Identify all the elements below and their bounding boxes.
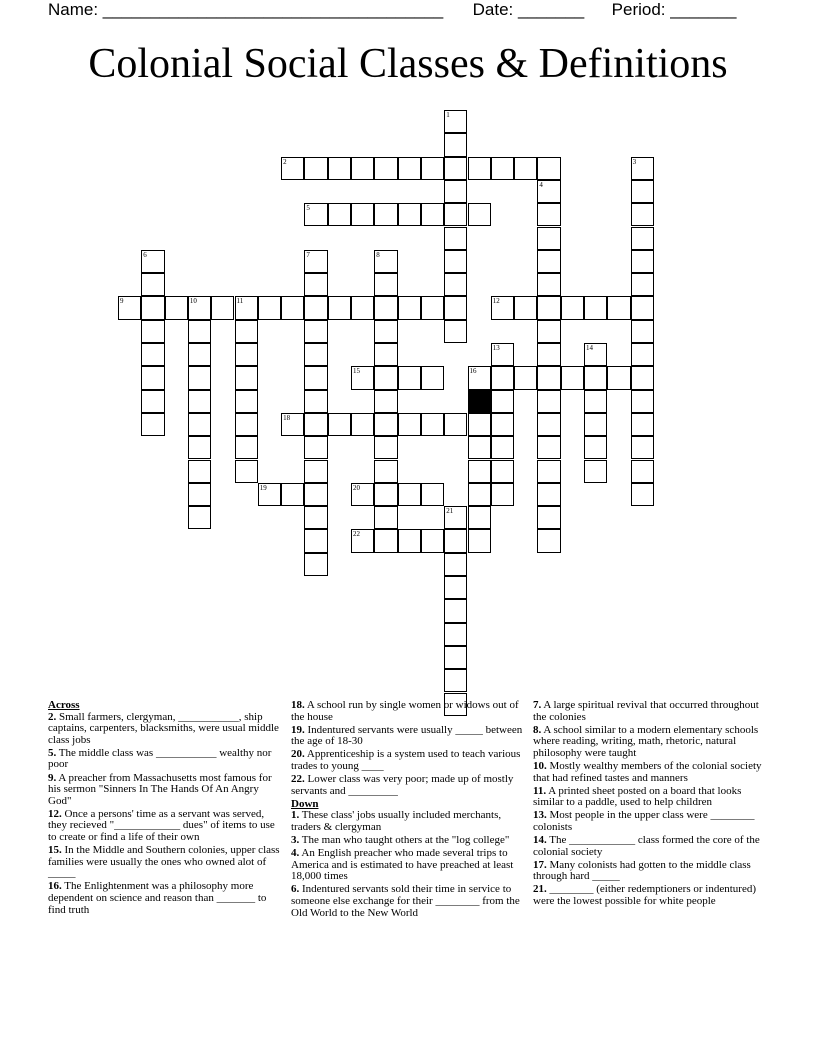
crossword-cell[interactable] bbox=[421, 296, 444, 319]
crossword-cell[interactable] bbox=[235, 413, 258, 436]
clue-text: Once a persons' time as a servant was served, they recieved "____________ dues" of items to use to create or find a life of their own bbox=[48, 807, 275, 844]
clue-text: These class' jobs usually included merchants, traders & clergyman bbox=[291, 809, 502, 833]
crossword-cell[interactable] bbox=[235, 436, 258, 459]
clue-number-label: 7. bbox=[533, 699, 542, 711]
clue-number-label: 16. bbox=[48, 880, 62, 893]
crossword-cell[interactable] bbox=[584, 366, 607, 389]
clue-number-label: 13. bbox=[533, 809, 547, 822]
clue-number-label: 20. bbox=[291, 748, 305, 761]
crossword-cell[interactable] bbox=[398, 203, 421, 226]
crossword-cell[interactable] bbox=[328, 296, 351, 319]
clue-text: Most people in the upper class were ________ colonists bbox=[533, 809, 755, 833]
date-field[interactable]: Date: _______ bbox=[472, 0, 585, 19]
crossword-cell[interactable] bbox=[188, 506, 211, 529]
crossword-cell[interactable] bbox=[374, 506, 397, 529]
crossword-cell[interactable] bbox=[491, 436, 514, 459]
crossword-cell[interactable] bbox=[491, 460, 514, 483]
crossword-cell[interactable] bbox=[188, 343, 211, 366]
crossword-cell[interactable] bbox=[235, 343, 258, 366]
crossword-cell[interactable] bbox=[188, 483, 211, 506]
crossword-cell[interactable] bbox=[328, 157, 351, 180]
crossword-cell[interactable] bbox=[351, 296, 374, 319]
clue-text: A large spiritual revival that occurred throughout the colonies bbox=[533, 699, 759, 723]
crossword-cell[interactable] bbox=[491, 157, 514, 180]
crossword-cell[interactable] bbox=[188, 460, 211, 483]
clue-number: 7 bbox=[306, 250, 310, 259]
crossword-cell[interactable] bbox=[444, 413, 467, 436]
clue-number-label: 3. bbox=[291, 834, 300, 847]
clue-number: 20 bbox=[353, 483, 360, 492]
crossword-cell[interactable] bbox=[537, 180, 560, 203]
crossword-cell[interactable] bbox=[537, 157, 560, 180]
down-clue bbox=[533, 786, 768, 809]
crossword-cell[interactable] bbox=[584, 390, 607, 413]
crossword-cell[interactable] bbox=[537, 227, 560, 250]
crossword-cell[interactable] bbox=[468, 483, 491, 506]
crossword-cell[interactable] bbox=[351, 413, 374, 436]
crossword-cell[interactable] bbox=[235, 460, 258, 483]
clue-number-label: 22. bbox=[291, 773, 305, 786]
blocked-cell bbox=[468, 390, 491, 413]
across-clue bbox=[48, 809, 283, 844]
page-title: Colonial Social Classes & Definitions bbox=[88, 41, 728, 87]
crossword-cell[interactable] bbox=[141, 366, 164, 389]
crossword-cell[interactable] bbox=[491, 296, 514, 319]
crossword-cell[interactable] bbox=[444, 529, 467, 552]
crossword-cell[interactable] bbox=[468, 436, 491, 459]
crossword-cell[interactable] bbox=[468, 366, 491, 389]
across-clue bbox=[48, 712, 283, 747]
crossword-cell[interactable] bbox=[398, 157, 421, 180]
down-clue bbox=[533, 700, 768, 723]
crossword-cell[interactable] bbox=[444, 250, 467, 273]
clue-number-label: 21. bbox=[533, 883, 547, 896]
crossword-cell[interactable] bbox=[374, 436, 397, 459]
crossword-cell[interactable] bbox=[444, 320, 467, 343]
crossword-cell[interactable] bbox=[491, 390, 514, 413]
crossword-cell[interactable] bbox=[374, 157, 397, 180]
clue-number-label: 8. bbox=[533, 723, 542, 736]
crossword-cell[interactable] bbox=[444, 576, 467, 599]
across-clue bbox=[48, 748, 283, 771]
crossword-cell[interactable] bbox=[141, 296, 164, 319]
crossword-cell[interactable] bbox=[304, 203, 327, 226]
crossword-cell[interactable] bbox=[444, 110, 467, 133]
crossword-cell[interactable] bbox=[444, 669, 467, 692]
down-clue bbox=[533, 860, 768, 883]
crossword-cell[interactable] bbox=[537, 203, 560, 226]
crossword-cell[interactable] bbox=[444, 273, 467, 296]
crossword-cell[interactable] bbox=[514, 296, 537, 319]
clues-column-3 bbox=[533, 700, 768, 909]
crossword-cell[interactable] bbox=[188, 413, 211, 436]
crossword-cell[interactable] bbox=[374, 343, 397, 366]
crossword-cell[interactable] bbox=[537, 390, 560, 413]
clue-text: The middle class was ___________ wealthy nor poor bbox=[48, 746, 272, 771]
crossword-cell[interactable] bbox=[468, 157, 491, 180]
clue-text: ________ (either redemptioners or indentured) were the lowest possible for white people bbox=[533, 883, 756, 907]
crossword-cell[interactable] bbox=[444, 623, 467, 646]
crossword-cell[interactable] bbox=[584, 436, 607, 459]
clue-text: The Enlightenment was a philosophy more dependent on science and reason than _______ to find truth bbox=[48, 880, 267, 916]
crossword-cell[interactable] bbox=[304, 320, 327, 343]
crossword-cell[interactable] bbox=[468, 460, 491, 483]
crossword-cell[interactable] bbox=[444, 133, 467, 156]
crossword-cell[interactable] bbox=[304, 366, 327, 389]
crossword-cell[interactable] bbox=[631, 227, 654, 250]
crossword-cell[interactable] bbox=[374, 413, 397, 436]
crossword-cell[interactable] bbox=[537, 296, 560, 319]
clue-number: 8 bbox=[376, 250, 380, 259]
crossword-cell[interactable] bbox=[304, 296, 327, 319]
crossword-cell[interactable] bbox=[188, 436, 211, 459]
clue-number-label: 19. bbox=[291, 723, 305, 736]
crossword-cell[interactable] bbox=[491, 343, 514, 366]
crossword-cell[interactable] bbox=[141, 320, 164, 343]
crossword-cell[interactable] bbox=[631, 320, 654, 343]
crossword-cell[interactable] bbox=[537, 529, 560, 552]
crossword-cell[interactable] bbox=[491, 366, 514, 389]
across-heading: Across bbox=[48, 699, 80, 711]
crossword-cell[interactable] bbox=[351, 366, 374, 389]
crossword-cell[interactable] bbox=[351, 157, 374, 180]
crossword-cell[interactable] bbox=[444, 553, 467, 576]
clue-text: A school run by single women or widows out of the house bbox=[291, 699, 519, 723]
crossword-cell[interactable] bbox=[235, 320, 258, 343]
down-clue bbox=[291, 884, 526, 919]
clue-number-label: 12. bbox=[48, 807, 62, 820]
across-clue bbox=[291, 725, 526, 748]
crossword-cell[interactable] bbox=[584, 343, 607, 366]
crossword-cell[interactable] bbox=[304, 506, 327, 529]
crossword-cell[interactable] bbox=[421, 203, 444, 226]
clue-number: 2 bbox=[283, 157, 287, 166]
crossword-cell[interactable] bbox=[141, 273, 164, 296]
crossword-cell[interactable] bbox=[468, 529, 491, 552]
crossword-cell[interactable] bbox=[304, 483, 327, 506]
clue-text: Indentured servants were usually _____ between the age of 18-30 bbox=[291, 723, 523, 748]
crossword-cell[interactable] bbox=[444, 203, 467, 226]
down-clue bbox=[291, 810, 526, 833]
crossword-cell[interactable] bbox=[631, 343, 654, 366]
crossword-cell[interactable] bbox=[235, 366, 258, 389]
crossword-cell[interactable] bbox=[374, 203, 397, 226]
clue-number: 21 bbox=[446, 507, 454, 516]
clue-number-label: 14. bbox=[533, 834, 547, 847]
clue-number-label: 2. bbox=[48, 710, 57, 723]
crossword-cell[interactable] bbox=[491, 413, 514, 436]
crossword-cell[interactable] bbox=[304, 343, 327, 366]
crossword-cell[interactable] bbox=[304, 460, 327, 483]
crossword-cell[interactable] bbox=[607, 296, 630, 319]
clue-text: Mostly wealthy members of the colonial society that had refined tastes and manners bbox=[533, 759, 762, 784]
crossword-cell[interactable] bbox=[281, 483, 304, 506]
crossword-cell[interactable] bbox=[537, 436, 560, 459]
crossword-cell[interactable] bbox=[584, 413, 607, 436]
crossword-cell[interactable] bbox=[304, 413, 327, 436]
clue-number: 13 bbox=[492, 344, 500, 352]
crossword-cell[interactable] bbox=[444, 227, 467, 250]
crossword-cell[interactable] bbox=[631, 390, 654, 413]
clue-number-label: 17. bbox=[533, 858, 547, 871]
clue-text: An English preacher who made several trips to America and is estimated to have preached at least 18,000 times bbox=[291, 847, 514, 883]
clue-text: Small farmers, clergyman, ___________, ship captains, carpenters, blacksmiths, were usual middle class jobs bbox=[48, 710, 279, 746]
crossword-cell[interactable] bbox=[631, 413, 654, 436]
crossword-cell[interactable] bbox=[118, 296, 141, 319]
crossword-cell[interactable] bbox=[398, 483, 421, 506]
across-clue bbox=[291, 774, 526, 797]
clue-number: 22 bbox=[353, 530, 360, 539]
crossword-cell[interactable] bbox=[631, 436, 654, 459]
crossword-cell[interactable] bbox=[421, 366, 444, 389]
crossword-cell[interactable] bbox=[374, 460, 397, 483]
crossword-cell[interactable] bbox=[374, 529, 397, 552]
clue-number: 14 bbox=[586, 344, 593, 352]
crossword-cell[interactable] bbox=[631, 296, 654, 319]
crossword-cell[interactable] bbox=[374, 366, 397, 389]
crossword-cell[interactable] bbox=[444, 296, 467, 319]
crossword-cell[interactable] bbox=[281, 296, 304, 319]
crossword-cell[interactable] bbox=[374, 390, 397, 413]
crossword-cell[interactable] bbox=[584, 296, 607, 319]
crossword-cell[interactable] bbox=[281, 413, 304, 436]
crossword-cell[interactable] bbox=[304, 273, 327, 296]
clue-text: The man who taught others at the "log college" bbox=[299, 834, 510, 847]
clue-number: 15 bbox=[353, 367, 360, 376]
crossword-cell[interactable] bbox=[491, 483, 514, 506]
across-clue bbox=[48, 845, 283, 880]
crossword-cell[interactable] bbox=[444, 180, 467, 203]
clue-number-label: 4. bbox=[291, 847, 300, 860]
clue-number: 10 bbox=[189, 297, 197, 306]
clue-text: Many colonists had gotten to the middle class through hard _____ bbox=[533, 858, 751, 883]
crossword-cell[interactable] bbox=[235, 390, 258, 413]
crossword-cell[interactable] bbox=[188, 390, 211, 413]
crossword-cell[interactable] bbox=[398, 366, 421, 389]
across-clue bbox=[291, 700, 526, 723]
crossword-cell[interactable] bbox=[374, 296, 397, 319]
clue-text: A school similar to a modern elementary schools where reading, writing, math, rhetoric, natural philosophy were taught bbox=[533, 723, 759, 759]
crossword-cell[interactable] bbox=[304, 553, 327, 576]
crossword-cell[interactable] bbox=[631, 460, 654, 483]
clue-number: 16 bbox=[469, 367, 477, 376]
crossword-cell[interactable] bbox=[235, 296, 258, 319]
clue-text: Indentured servants sold their time in service to someone else exchange for their ________ from the Old World to the New World bbox=[291, 883, 520, 919]
clue-text: A printed sheet posted on a board that looks similar to a paddle, used to help children bbox=[533, 784, 742, 809]
clue-number: 12 bbox=[492, 297, 500, 306]
crossword-cell[interactable] bbox=[444, 646, 467, 669]
crossword-cell[interactable] bbox=[398, 529, 421, 552]
down-clue bbox=[533, 810, 768, 833]
crossword-cell[interactable] bbox=[304, 390, 327, 413]
down-clue bbox=[291, 835, 526, 847]
crossword-cell[interactable] bbox=[561, 296, 584, 319]
crossword-cell[interactable] bbox=[631, 483, 654, 506]
crossword-cell[interactable] bbox=[351, 483, 374, 506]
crossword-cell[interactable] bbox=[444, 599, 467, 622]
crossword-cell[interactable] bbox=[537, 506, 560, 529]
crossword-cell[interactable] bbox=[421, 529, 444, 552]
crossword-cell[interactable] bbox=[328, 413, 351, 436]
clue-text: Lower class was very poor; made up of mostly servants and _________ bbox=[291, 773, 514, 797]
down-clue bbox=[533, 835, 768, 858]
crossword-cell[interactable] bbox=[514, 157, 537, 180]
clue-number-label: 11. bbox=[533, 784, 547, 797]
clue-text: A preacher from Massachusetts most famous for his sermon "Sinners In The Hands Of An Angry God" bbox=[48, 771, 272, 807]
crossword-cell[interactable] bbox=[141, 250, 164, 273]
name-field[interactable]: Name: ____________________________________ bbox=[48, 0, 444, 19]
crossword-cell[interactable] bbox=[188, 366, 211, 389]
crossword-cell[interactable] bbox=[351, 203, 374, 226]
crossword-cell[interactable] bbox=[304, 436, 327, 459]
across-clue bbox=[291, 749, 526, 772]
crossword-cell[interactable] bbox=[188, 320, 211, 343]
crossword-cell[interactable] bbox=[444, 157, 467, 180]
clue-text: Apprenticeship is a system used to teach various trades to young ____ bbox=[291, 748, 521, 772]
crossword-cell[interactable] bbox=[631, 273, 654, 296]
crossword-cell[interactable] bbox=[631, 203, 654, 226]
crossword-cell[interactable] bbox=[211, 296, 234, 319]
down-clue bbox=[533, 725, 768, 760]
crossword-cell[interactable] bbox=[374, 250, 397, 273]
crossword-cell[interactable] bbox=[165, 296, 188, 319]
crossword-cell[interactable] bbox=[468, 506, 491, 529]
down-clue bbox=[533, 884, 768, 907]
clue-number: 6 bbox=[143, 250, 147, 259]
crossword-cell[interactable] bbox=[258, 296, 281, 319]
crossword-cell[interactable] bbox=[537, 460, 560, 483]
crossword-cell[interactable] bbox=[537, 483, 560, 506]
clue-number: 11 bbox=[236, 297, 244, 306]
crossword-cell[interactable] bbox=[374, 483, 397, 506]
crossword-cell[interactable] bbox=[444, 506, 467, 529]
crossword-cell[interactable] bbox=[537, 320, 560, 343]
crossword-cell[interactable] bbox=[141, 390, 164, 413]
clue-number: 4 bbox=[539, 180, 543, 189]
crossword-cell[interactable] bbox=[304, 529, 327, 552]
crossword-cell[interactable] bbox=[631, 366, 654, 389]
crossword-cell[interactable] bbox=[374, 320, 397, 343]
crossword-cell[interactable] bbox=[328, 203, 351, 226]
clue-text: The ____________ class formed the core of the colonial society bbox=[533, 834, 760, 858]
crossword-cell[interactable] bbox=[537, 366, 560, 389]
clue-number-label: 10. bbox=[533, 759, 547, 772]
across-clue bbox=[48, 881, 283, 916]
crossword-cell[interactable] bbox=[421, 413, 444, 436]
clue-number-label: 9. bbox=[48, 771, 57, 784]
clue-number: 9 bbox=[120, 297, 124, 306]
clues-column-2 bbox=[291, 700, 526, 921]
crossword-cell[interactable] bbox=[421, 483, 444, 506]
down-heading: Down bbox=[291, 797, 319, 810]
crossword-cell[interactable] bbox=[188, 296, 211, 319]
crossword-cell[interactable] bbox=[468, 203, 491, 226]
crossword-cell[interactable] bbox=[421, 157, 444, 180]
clue-number: 18 bbox=[283, 413, 291, 422]
clue-number-label: 15. bbox=[48, 844, 62, 857]
down-clue bbox=[533, 761, 768, 784]
crossword-cell[interactable] bbox=[537, 343, 560, 366]
crossword-cell[interactable] bbox=[468, 413, 491, 436]
crossword-cell[interactable] bbox=[561, 366, 584, 389]
crossword-cell[interactable] bbox=[374, 273, 397, 296]
clue-number: 5 bbox=[306, 204, 310, 213]
down-clue bbox=[291, 848, 526, 883]
crossword-cell[interactable] bbox=[304, 157, 327, 180]
crossword-cell[interactable] bbox=[537, 413, 560, 436]
crossword-cell[interactable] bbox=[607, 366, 630, 389]
clue-number: 19 bbox=[259, 483, 267, 492]
crossword-cell[interactable] bbox=[398, 413, 421, 436]
crossword-cell[interactable] bbox=[398, 296, 421, 319]
clue-number-label: 1. bbox=[291, 809, 300, 822]
crossword-cell[interactable] bbox=[281, 157, 304, 180]
period-field[interactable]: Period: _______ bbox=[611, 0, 737, 19]
clue-number-label: 18. bbox=[291, 699, 305, 711]
clue-text: In the Middle and Southern colonies, upper class families were usually the ones who owned alot of _____ bbox=[48, 844, 280, 880]
clue-number-label: 5. bbox=[48, 746, 57, 759]
crossword-cell[interactable] bbox=[631, 250, 654, 273]
crossword-cell[interactable] bbox=[258, 483, 281, 506]
crossword-cell[interactable] bbox=[304, 250, 327, 273]
clue-number: 3 bbox=[632, 157, 637, 166]
crossword-cell[interactable] bbox=[584, 460, 607, 483]
crossword-cell[interactable] bbox=[537, 273, 560, 296]
crossword-cell[interactable] bbox=[631, 180, 654, 203]
clue-number-label: 6. bbox=[291, 883, 300, 896]
crossword-cell[interactable] bbox=[141, 343, 164, 366]
crossword-cell[interactable] bbox=[141, 413, 164, 436]
clues-column-1 bbox=[48, 700, 283, 918]
crossword-cell[interactable] bbox=[537, 250, 560, 273]
crossword-cell[interactable] bbox=[351, 529, 374, 552]
across-clue bbox=[48, 773, 283, 808]
clue-number: 1 bbox=[446, 111, 450, 119]
crossword-cell[interactable] bbox=[631, 157, 654, 180]
crossword-cell[interactable] bbox=[514, 366, 537, 389]
